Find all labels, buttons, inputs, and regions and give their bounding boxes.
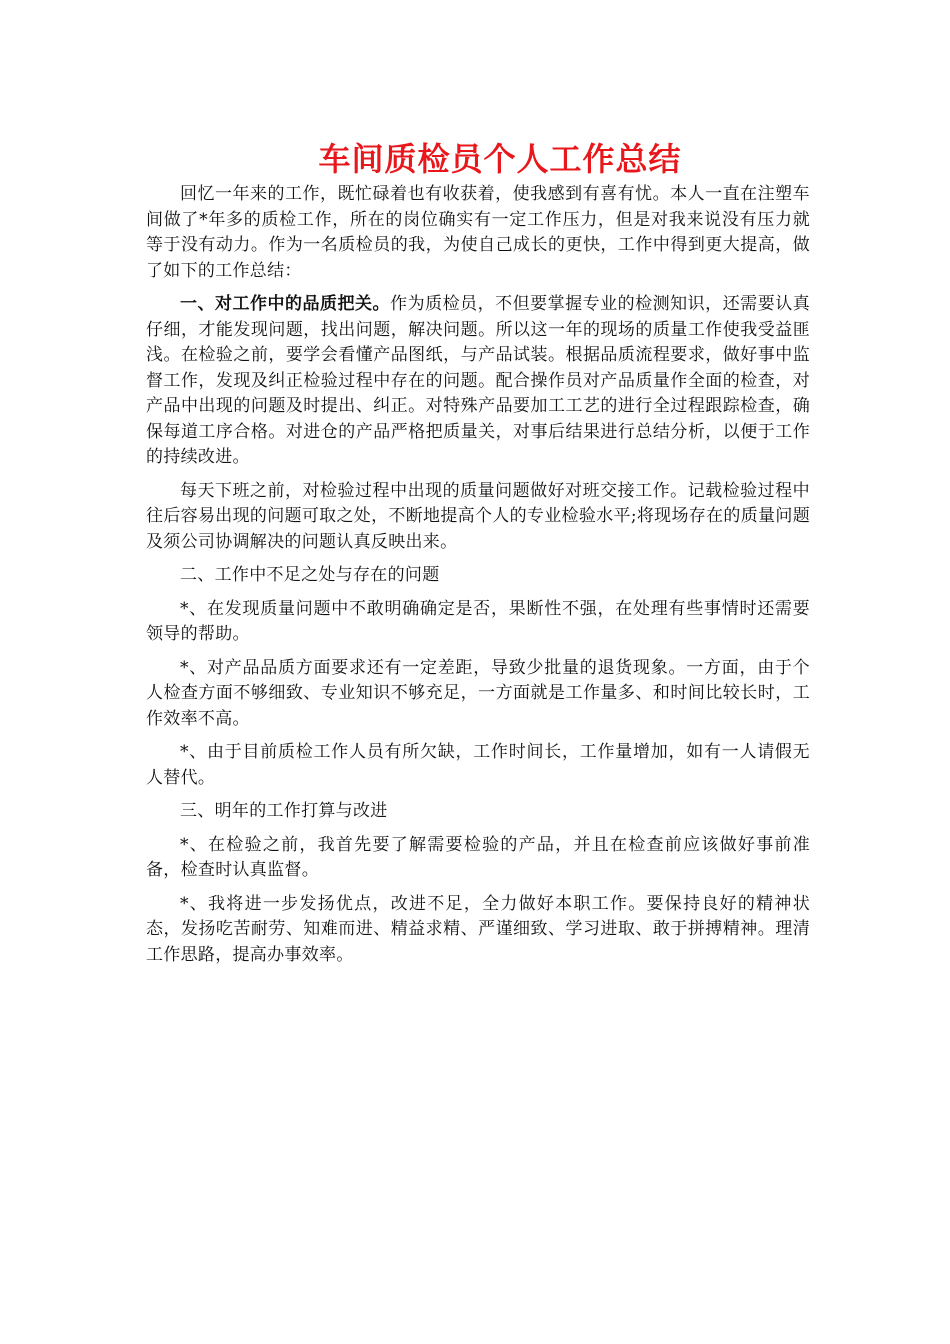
- intro-paragraph: 回忆一年来的工作，既忙碌着也有收获着，使我感到有喜有忧。本人一直在注塑车间做了*年多的质检工作，所在的岗位确实有一定工作压力，但是对我来说没有压力就等于没有动力。作为一名质检员的我，为使自己成长的更快，工作中得到更大提高，做了如下的工作总结：: [146, 184, 810, 281]
- section-2-heading: 二、工作中不足之处与存在的问题: [180, 565, 440, 585]
- section-2-item: *、对产品品质方面要求还有一定差距，导致少批量的退货现象。一方面，由于个人检查方面不够细致、专业知识不够充足，一方面就是工作量多、和时间比较长时，工作效率不高。: [146, 657, 810, 729]
- section-2-item: *、由于目前质检工作人员有所欠缺，工作时间长，工作量增加，如有一人请假无人替代。: [146, 742, 810, 788]
- section-1-paragraph: [146, 292, 810, 471]
- section-3-item: *、我将进一步发扬优点，改进不足，全力做好本职工作。要保持良好的精神状态，发扬吃苦耐劳、知难而进、精益求精、严谨细致、学习进取、敢于拼搏精神。理清工作思路，提高办事效率。: [146, 893, 810, 965]
- document-body: [146, 182, 810, 976]
- section-1-text: 作为质检员，不但要掌握专业的检测知识，还需要认真仔细，才能发现问题，找出问题，解决问题。所以这一年的现场的质量工作使我受益匪浅。在检验之前，要学会看懂产品图纸，与产品试装。根据品质流程要求，做好事中监督工作，发现及纠正检验过程中存在的问题。配合操作员对产品质量作全面的检查，对产品中出现的问题及时提出、纠正。对特殊产品要加工工艺的进行全过程跟踪检查，确保每道工序合格。对进仓的产品严格把质量关，对事后结果进行总结分析，以便于工作的持续改进。: [146, 294, 810, 467]
- document-title: 车间质检员个人工作总结: [318, 140, 682, 178]
- section-3-item: *、在检验之前，我首先要了解需要检验的产品，并且在检查前应该做好事前准备，检查时认真监督。: [146, 834, 810, 880]
- section-1-paragraph-2: 每天下班之前，对检验过程中出现的质量问题做好对班交接工作。记载检验过程中往后容易出现的问题可取之处，不断地提高个人的专业检验水平;将现场存在的质量问题及须公司协调解决的问题认真反映出来。: [146, 480, 810, 552]
- section-3-heading: 三、明年的工作打算与改进: [180, 801, 388, 821]
- section-2-item: *、在发现质量问题中不敢明确确定是否，果断性不强，在处理有些事情时还需要领导的帮助。: [146, 598, 810, 644]
- section-1-heading: 一、对工作中的品质把关。: [180, 294, 391, 314]
